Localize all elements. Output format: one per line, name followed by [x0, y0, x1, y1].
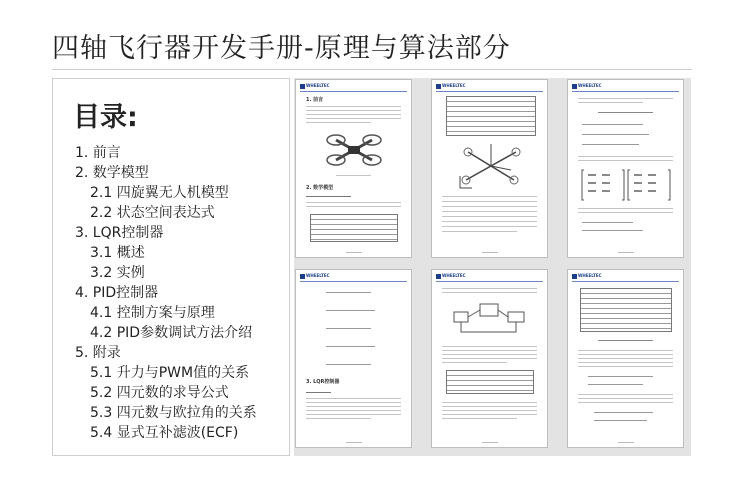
data-table — [310, 214, 398, 242]
toc-list — [75, 143, 257, 443]
brand-logo: WHEELTEC — [300, 273, 330, 279]
page-preview-1[interactable] — [295, 79, 412, 258]
toc-subitem: 5.3 四元数与欧拉角的关系 — [90, 405, 257, 421]
toc-item: 4. PID控制器 — [75, 285, 159, 301]
toc-subitem: 5.2 四元数的求导公式 — [90, 385, 229, 401]
data-table — [580, 288, 672, 332]
page-preview-3[interactable] — [567, 79, 684, 258]
toc-subitem: 5.1 升力与PWM值的关系 — [90, 365, 250, 381]
toc-subitem: 5.4 显式互补滤波(ECF) — [90, 425, 239, 441]
toc-subitem: 4.1 控制方案与原理 — [90, 305, 215, 321]
title-divider — [52, 69, 692, 70]
control-block-diagram — [452, 298, 528, 338]
brand-logo: WHEELTEC — [300, 83, 330, 89]
page-preview-2[interactable] — [431, 79, 548, 258]
coordinate-diagram — [456, 140, 526, 190]
toc-item: 5. 附录 — [75, 345, 121, 361]
page-title: 四轴飞行器开发手册-原理与算法部分 — [52, 33, 511, 64]
matrix-equation — [580, 168, 672, 202]
toc-subitem: 3.1 概述 — [90, 245, 145, 261]
toc-item: 2. 数学模型 — [75, 165, 149, 181]
brand-logo: WHEELTEC — [436, 83, 466, 89]
toc-heading: 目录: — [73, 102, 138, 133]
page-preview-6[interactable] — [567, 269, 684, 448]
toc-subitem: 2.2 状态空间表达式 — [90, 205, 215, 221]
page-preview-5[interactable] — [431, 269, 548, 448]
quadcopter-image — [326, 130, 382, 170]
section-heading: 3. LQR控制器 — [306, 379, 340, 385]
page-previews-area — [294, 78, 691, 456]
toc-subitem: 4.2 PID参数调试方法介绍 — [90, 325, 253, 341]
toc-subitem: 2.1 四旋翼无人机模型 — [90, 185, 229, 201]
section-heading: 2. 数学模型 — [306, 185, 334, 191]
data-table — [446, 96, 536, 136]
toc-item: 3. LQR控制器 — [75, 225, 164, 241]
toc-item: 1. 前言 — [75, 145, 121, 161]
table-of-contents-panel — [52, 78, 290, 456]
page-preview-4[interactable] — [295, 269, 412, 448]
brand-logo: WHEELTEC — [572, 273, 602, 279]
brand-logo: WHEELTEC — [572, 83, 602, 89]
toc-subitem: 3.2 实例 — [90, 265, 145, 281]
data-table — [446, 370, 534, 394]
section-heading: 1. 前言 — [306, 97, 324, 103]
brand-logo: WHEELTEC — [436, 273, 466, 279]
